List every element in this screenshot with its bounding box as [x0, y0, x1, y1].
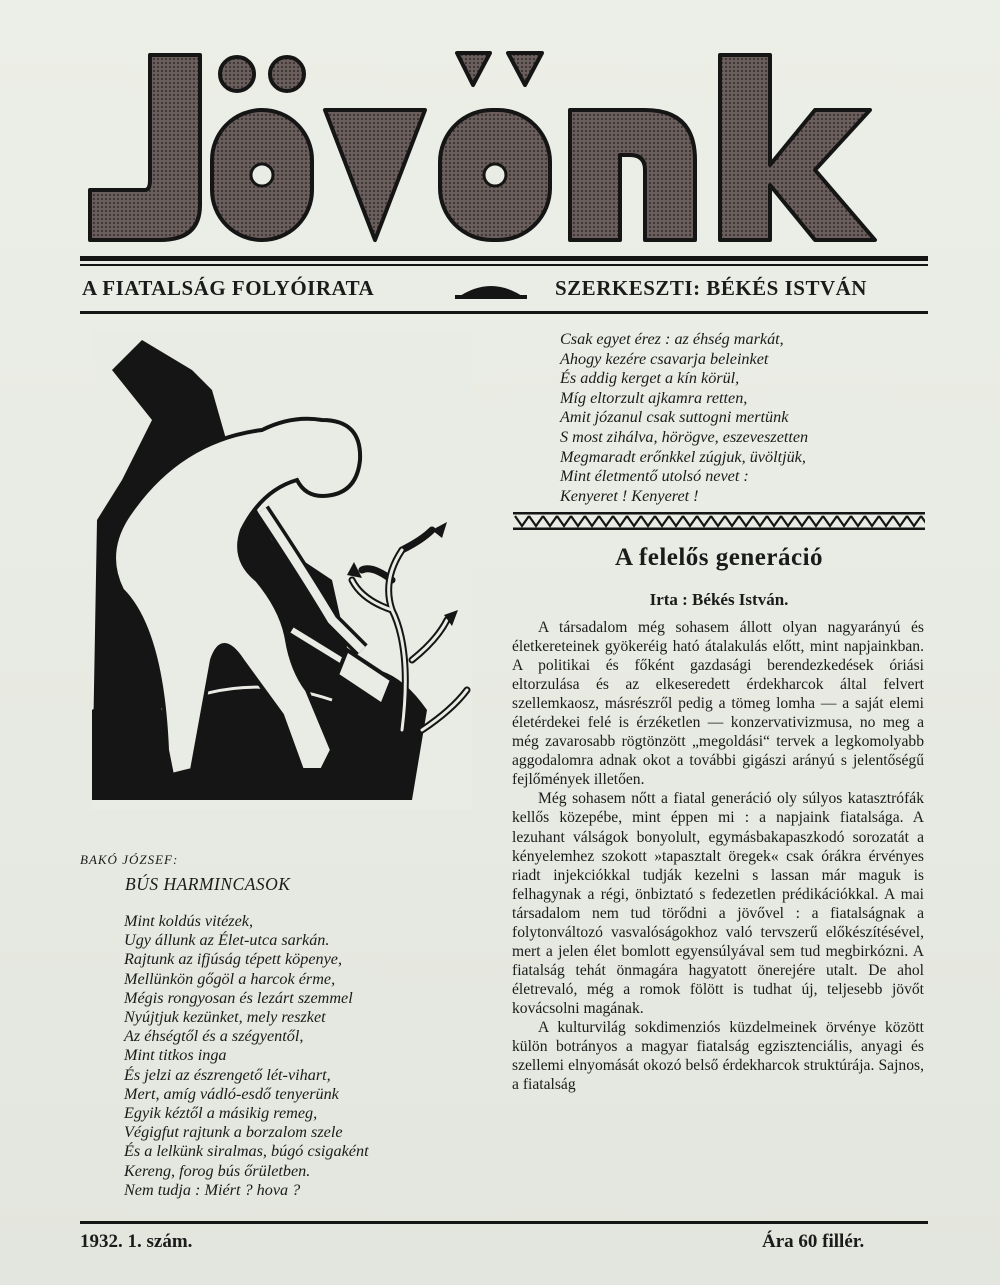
divider-chevron: [529, 516, 543, 526]
divider-chevron: [585, 516, 599, 526]
poem-bottom-line: Kereng, forog bús őrületben.: [124, 1161, 311, 1180]
poem-top-line: Ahogy kezére csavarja beleinket: [560, 349, 769, 368]
poem-top-line: S most zihálva, hörögve, eszeveszetten: [560, 427, 809, 446]
divider-chevron: [809, 516, 823, 526]
footer-rule: [80, 1221, 928, 1224]
ornamental-divider: [513, 512, 925, 530]
divider-chevron: [781, 516, 795, 526]
divider-chevron: [683, 516, 697, 526]
poem-bottom-line: Mert, amíg vádló-esdő tenyerünk: [124, 1084, 339, 1103]
poem-bottom: [124, 912, 484, 1200]
divider-chevron: [851, 516, 865, 526]
masthead-rule-top: [80, 256, 928, 261]
poem-author: BAKÓ JÓZSEF:: [80, 852, 179, 867]
divider-chevron: [697, 516, 711, 526]
divider-chevron: [865, 516, 879, 526]
masthead-ornament: [455, 280, 527, 300]
masthead-subtitle: A FIATALSÁG FOLYÓIRATA: [82, 276, 375, 300]
poem-bottom-line: Mint koldús vitézek,: [124, 912, 254, 930]
masthead-logo: [80, 45, 930, 255]
divider-chevron: [655, 516, 669, 526]
divider-chevron: [739, 516, 753, 526]
poem-top-line: Kenyeret ! Kenyeret !: [560, 486, 699, 505]
masthead-editor: SZERKESZTI: BÉKÉS ISTVÁN: [555, 276, 867, 300]
divider-chevron: [767, 516, 781, 526]
divider-chevron: [795, 516, 809, 526]
divider-chevron: [613, 516, 627, 526]
article-paragraph: Még sohasem nőtt a fiatal generáció oly súlyos katasztrófák kellős közepébe, mint éppen mi : a napjaink fiatalsága. A lezuhant válságok bonyolult, egymásbakapaszkodó sorozatát a kényelemhez szokott »tapasztalt öregek« csak órákra érvényes riadt injekciókkal tudják kezelni s lassan már maguk is felhagynak a régi, önbiztató s fedezetlen prédikációkkal. A mai társadalom nem tud törődni a jövővel : a fiatalságnak a folytonváltozó vasvalóságokhoz való tervszerű előkészítésével, mert a jelen élet bomlott egyensúlyával sem tud megbirkózni. A fiatalság tehát önmagára hagyatott önerejére utalt. De ahol életrevaló, még a romok fölött is tudhat új, teljesebb jövőt kovácsolni magának.: [512, 790, 924, 1017]
divider-chevron: [725, 516, 739, 526]
poem-bottom-line: És a lelkünk siralmas, búgó csigaként: [124, 1142, 369, 1161]
divider-chevron: [837, 516, 851, 526]
poem-top-line: Megmaradt erőnkkel zúgjuk, üvöltjük,: [560, 447, 806, 466]
poem-bottom-line: Ugy állunk az Élet-utca sarkán.: [124, 931, 330, 950]
poem-top: [560, 330, 920, 506]
poem-bottom-line: És jelzi az észrengető lét-vihart,: [124, 1065, 331, 1084]
poem-bottom-line: Nyújtjuk kezünket, mely reszket: [124, 1008, 326, 1027]
masthead-rule-thin: [80, 264, 928, 266]
divider-chevron: [879, 516, 893, 526]
divider-chevron: [823, 516, 837, 526]
divider-chevron: [557, 516, 571, 526]
poem-top-line: És addig kerget a kín körül,: [560, 369, 740, 388]
poem-top-line: Mint életmentő utolsó nevet :: [560, 467, 749, 486]
poem-bottom-line: Rajtunk az ifjúság tépett köpenye,: [124, 950, 343, 969]
poem-bottom-line: Végigfut rajtunk a borzalom szele: [124, 1123, 343, 1142]
divider-chevron: [571, 516, 585, 526]
divider-chevron: [599, 516, 613, 526]
poem-top-line: Amit józanul csak suttogni mertünk: [560, 408, 789, 427]
price: Ára 60 fillér.: [762, 1231, 865, 1252]
poem-title: BÚS HARMINCASOK: [125, 874, 291, 894]
masthead-rule-bottom: [80, 311, 928, 314]
article-paragraph: A társadalom még sohasem állott olyan nagyarányú és életkereteinek gyökeréig ható átalakulás előtt, mint napjainkban. A politikai és főként gazdasági berendezkedések óriási eltorzulása és az elkeseredett érdekharcok által felvert szellemkaosz, másrészről pedig a tömeg lomha — a saját elemi életérdekei felé is érzéketlen — konzervativizmusa, no meg a még zavarosabb rögtönzött „megoldási“ tervek a legkomolyabb aggodalomra adnak okot a további gigászi arányú s jelentőségű fejlőmények illetően.: [512, 619, 924, 789]
poem-bottom-line: Mellünkön gőgöl a harcok érme,: [124, 969, 336, 988]
article-body: [512, 618, 924, 1094]
article-paragraph: A kulturvilág sokdimenziós küzdelmeinek örvénye között külön botrányos a magyar fiatalság egzisztenciális, anyagi és szellemi elnyomását okozó belső érdekharcok struktúrája. Sajnos, a fiatalság: [512, 1018, 924, 1094]
divider-chevron: [711, 516, 725, 526]
poem-bottom-line: Egyik kéztől a másikig remeg,: [124, 1104, 318, 1123]
poem-bottom-line: Mint titkos inga: [124, 1046, 227, 1065]
divider-chevron: [907, 516, 921, 526]
divider-chevron: [753, 516, 767, 526]
divider-chevron: [669, 516, 683, 526]
poem-bottom-line: Az éhségtől és a szégyentől,: [124, 1027, 304, 1046]
poem-bottom-line: Nem tudja : Miért ? hova ?: [124, 1180, 301, 1199]
issue-number: 1932. 1. szám.: [80, 1231, 193, 1252]
poem-bottom-line: Mégis rongyosan és lezárt szemmel: [124, 988, 353, 1007]
poem-top-line: Csak egyet érez : az éhség markát,: [560, 330, 784, 348]
poem-top-line: Míg eltorzult ajkamra retten,: [560, 388, 748, 407]
divider-chevron: [543, 516, 557, 526]
divider-chevron: [627, 516, 641, 526]
divider-chevron: [921, 516, 925, 526]
divider-chevron: [893, 516, 907, 526]
article-byline: Irta : Békés István.: [649, 590, 789, 609]
divider-chevron: [515, 516, 529, 526]
woodcut-illustration: [92, 330, 472, 810]
article-title: A felelős generáció: [614, 544, 824, 571]
divider-chevron: [641, 516, 655, 526]
